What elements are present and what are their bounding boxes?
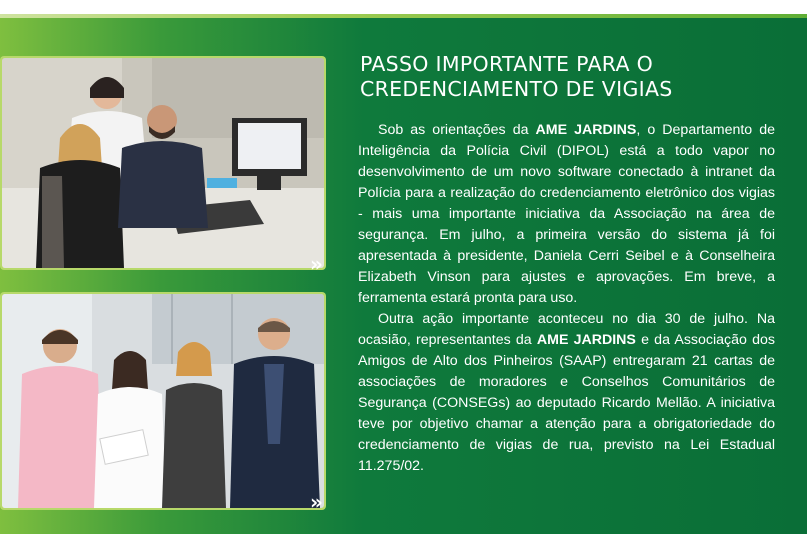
article-title (360, 52, 780, 102)
photo-frame-meeting (0, 56, 326, 270)
p1-before: Sob as orientações da (378, 122, 536, 138)
photo-letters-delivery (2, 294, 324, 508)
p2-before: Outra ação importante aconteceu no dia 30 de julho. Na ocasião, representantes da (358, 311, 775, 348)
p1-org: AME JARDINS (535, 122, 637, 138)
photo-frame-delivery (0, 292, 326, 514)
bottom-margin (0, 534, 807, 550)
paragraph-2 (358, 309, 775, 477)
title-line-1: PASSO IMPORTANTE PARA O (360, 52, 654, 76)
title-line-2: CREDENCIAMENTO DE VIGIAS (360, 77, 673, 101)
paragraph-1 (358, 120, 775, 309)
p1-after: , o Departamento de Inteligência da Polícia Civil (DIPOL) está a todo vapor no desenvolvimento de um novo software conectado à intranet da Polícia para a realização do credenciamento eletrônico dos vigias - mais uma importante iniciativa da Associação na área de segurança. Em julho, a primeira versão do sistema já foi apresentada à presidente, Daniela Cerri Seibel e à Conselheira Elizabeth Vinson para ajustes e aprovações. Em breve, a ferramenta estará pronta para uso. (358, 122, 776, 306)
p2-org: AME JARDINS (536, 332, 636, 348)
photo-meeting-computer (2, 58, 324, 268)
article-body (358, 120, 775, 477)
more-arrow-icon: » (310, 252, 319, 276)
p2-after: e da Associação dos Amigos de Alto dos Pinheiros (SAAP) entregaram 21 cartas de associações de moradores e Conselhos Comunitários de Segurança (CONSEGs) ao deputado Ricardo Mellão. A iniciativa teve por objetivo chamar a atenção para a obrigatoriedade do credenciamento de vigias de rua, previsto na Lei Estadual 11.275/02. (358, 332, 776, 474)
more-arrow-icon: » (310, 490, 319, 514)
